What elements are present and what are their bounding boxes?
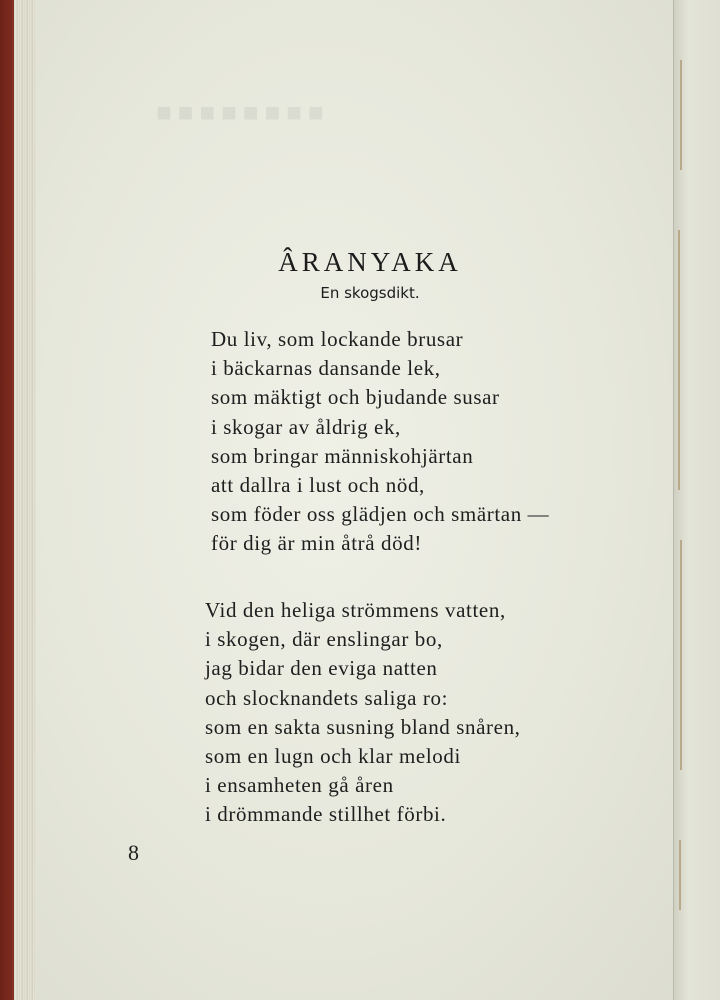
poem-title: ÂRANYAKA (278, 247, 462, 277)
facing-page-edge (673, 0, 720, 1000)
poem-line: i drömmande stillhet förbi. (205, 802, 447, 827)
poem-line: som en sakta susning bland snåren, (205, 714, 521, 739)
poem-line: i bäckarnas dansande lek, (211, 356, 441, 381)
page-number: 8 (128, 840, 139, 865)
poem-line: Du liv, som lockande brusar (211, 327, 464, 351)
poem-line: i skogen, där enslingar bo, (205, 627, 443, 652)
poem-line: som föder oss glädjen och smärtan — (211, 502, 550, 527)
poem-line: att dallra i lust och nöd, (211, 473, 425, 498)
poem-subtitle: En skogsdikt. (320, 284, 420, 302)
poem-line: och slocknandets saliga ro: (205, 685, 449, 710)
poem-line: i ensamheten gå åren (205, 773, 394, 798)
stanza (205, 596, 521, 830)
poem-line: som bringar människohjärtan (211, 443, 474, 468)
binding-stitch (680, 60, 682, 170)
poem-line: för dig är min åtrå död! (211, 531, 422, 556)
poem-line: som mäktigt och bjudande susar (211, 385, 500, 410)
poem-line: som en lugn och klar melodi (205, 744, 461, 769)
poem-line: jag bidar den eviga natten (205, 656, 438, 681)
binding-stitch (680, 540, 682, 770)
poem-line: i skogar av åldrig ek, (211, 414, 401, 439)
poem-line: Vid den heliga strömmens vatten, (205, 598, 506, 622)
binding-stitch (679, 840, 681, 910)
stanza (211, 325, 549, 559)
